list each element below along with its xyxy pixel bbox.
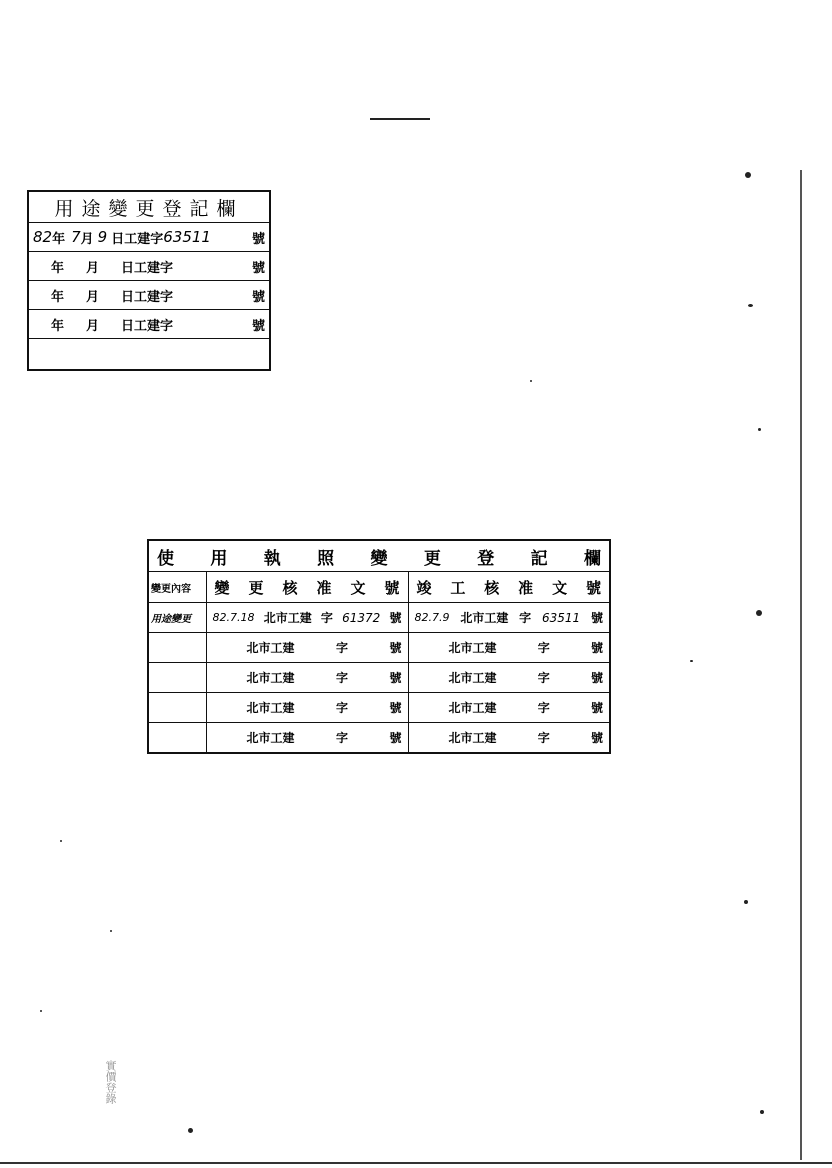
completion-suffix: 號 [590, 611, 603, 625]
row-suffix: 號 [251, 260, 265, 276]
completion-zi: 字 [537, 671, 550, 685]
purpose-change-table [27, 190, 271, 371]
purpose-table-title-row [28, 191, 270, 223]
scan-speck [760, 1110, 764, 1114]
completion-zi: 字 [519, 611, 532, 625]
row-agency: 日工建字 [111, 231, 164, 247]
bottom-edge-line [0, 1162, 832, 1164]
approval-zi: 字 [335, 731, 348, 745]
row-completion [408, 603, 610, 633]
row-agency: 日工建字 [121, 318, 174, 334]
title-char: 登 [477, 548, 495, 569]
purpose-table-row [28, 281, 270, 310]
header-char: 文 [552, 578, 568, 597]
completion-agency: 北市工建 [448, 731, 497, 745]
header-char: 號 [384, 578, 400, 597]
row-month-unit: 月 [80, 231, 94, 247]
row-day: 9 [97, 228, 108, 246]
row-approval [206, 603, 408, 633]
seal-stamp: 實價登錄 [104, 1060, 117, 1104]
purpose-table-row [28, 310, 270, 339]
row-month-unit: 月 [86, 260, 100, 276]
approval-agency: 北市工建 [246, 641, 295, 655]
approval-zi: 字 [335, 671, 348, 685]
header-char: 准 [316, 578, 332, 597]
row-number: 63511 [163, 228, 211, 246]
purpose-table-blank-row [28, 339, 270, 371]
license-table-header-row [148, 572, 610, 603]
row-year-unit: 年 [51, 289, 65, 305]
header-char: 工 [450, 578, 466, 597]
row-year-unit: 年 [51, 260, 65, 276]
row-approval [206, 723, 408, 754]
row-agency: 日工建字 [121, 289, 174, 305]
row-content [148, 663, 206, 693]
completion-number: 63511 [541, 610, 581, 625]
row-suffix: 號 [251, 231, 265, 247]
approval-number: 61372 [342, 610, 381, 625]
completion-zi: 字 [537, 641, 550, 655]
scan-speck [530, 380, 532, 382]
completion-agency: 北市工建 [448, 641, 497, 655]
right-margin-line [800, 170, 802, 1160]
approval-zi: 字 [335, 641, 348, 655]
scan-speck [744, 900, 748, 904]
header-char: 號 [585, 578, 601, 597]
row-month-unit: 月 [86, 289, 100, 305]
row-agency: 日工建字 [121, 260, 174, 276]
row-year: 82 [33, 228, 53, 246]
scan-speck [748, 304, 753, 307]
purpose-table-title: 用途變更登記欄 [28, 191, 270, 223]
approval-suffix: 號 [389, 611, 402, 625]
title-char: 更 [423, 548, 441, 569]
completion-agency: 北市工建 [448, 671, 497, 685]
license-table-row [148, 603, 610, 633]
license-change-table [147, 539, 611, 754]
approval-zi: 字 [335, 701, 348, 715]
license-table-row [148, 723, 610, 754]
scan-speck [690, 660, 693, 662]
scan-speck [758, 428, 761, 431]
title-char: 照 [317, 548, 335, 569]
license-table-row [148, 693, 610, 723]
completion-agency: 北市工建 [460, 611, 509, 625]
header-char: 變 [214, 578, 230, 597]
header-char: 核 [282, 578, 298, 597]
scan-speck [60, 840, 62, 842]
header-char: 核 [484, 578, 500, 597]
row-content [148, 723, 206, 754]
approval-agency: 北市工建 [263, 611, 312, 625]
header-char: 准 [518, 578, 534, 597]
completion-suffix: 號 [590, 731, 603, 745]
approval-agency: 北市工建 [246, 671, 295, 685]
approval-suffix: 號 [389, 641, 402, 655]
title-char: 欄 [584, 548, 601, 569]
row-approval [206, 663, 408, 693]
row-approval [206, 633, 408, 663]
license-table-title-row [148, 540, 610, 572]
row-year-unit: 年 [51, 318, 65, 334]
completion-agency: 北市工建 [448, 701, 497, 715]
scan-speck [188, 1128, 193, 1133]
row-completion [408, 693, 610, 723]
row-content: 用途變更 [148, 603, 206, 633]
row-completion [408, 663, 610, 693]
approval-suffix: 號 [389, 671, 402, 685]
title-char: 變 [370, 548, 388, 569]
completion-zi: 字 [537, 701, 550, 715]
approval-suffix: 號 [389, 701, 402, 715]
header-completion-approval [408, 572, 610, 603]
row-completion [408, 723, 610, 754]
approval-date: 82.7.18 [212, 611, 255, 624]
header-char: 文 [350, 578, 366, 597]
license-table-row [148, 663, 610, 693]
title-char: 記 [530, 548, 548, 569]
row-year-unit: 年 [52, 231, 66, 247]
title-char: 用 [210, 548, 228, 569]
row-completion [408, 633, 610, 663]
scan-speck [110, 930, 112, 932]
row-approval [206, 693, 408, 723]
row-suffix: 號 [251, 289, 265, 305]
row-content [148, 693, 206, 723]
completion-suffix: 號 [590, 641, 603, 655]
scan-speck [756, 610, 762, 616]
scan-speck [745, 172, 751, 178]
title-char: 執 [263, 548, 281, 569]
license-table-row [148, 633, 610, 663]
row-content [148, 633, 206, 663]
header-change-approval [206, 572, 408, 603]
header-change-content: 變更內容 [148, 572, 206, 603]
title-char: 使 [157, 548, 174, 569]
header-char: 更 [248, 578, 264, 597]
scan-speck [40, 1010, 42, 1012]
completion-suffix: 號 [590, 671, 603, 685]
approval-suffix: 號 [389, 731, 402, 745]
row-month-unit: 月 [86, 318, 100, 334]
completion-suffix: 號 [590, 701, 603, 715]
row-month: 7 [71, 228, 81, 246]
approval-zi: 字 [320, 611, 333, 625]
purpose-table-row [28, 252, 270, 281]
approval-agency: 北市工建 [246, 731, 295, 745]
purpose-table-row [28, 223, 270, 252]
row-suffix: 號 [251, 318, 265, 334]
header-char: 竣 [416, 578, 432, 597]
completion-date: 82.7.9 [414, 611, 450, 624]
license-table-title [148, 540, 610, 572]
top-stray-line [370, 118, 430, 120]
completion-zi: 字 [537, 731, 550, 745]
approval-agency: 北市工建 [246, 701, 295, 715]
